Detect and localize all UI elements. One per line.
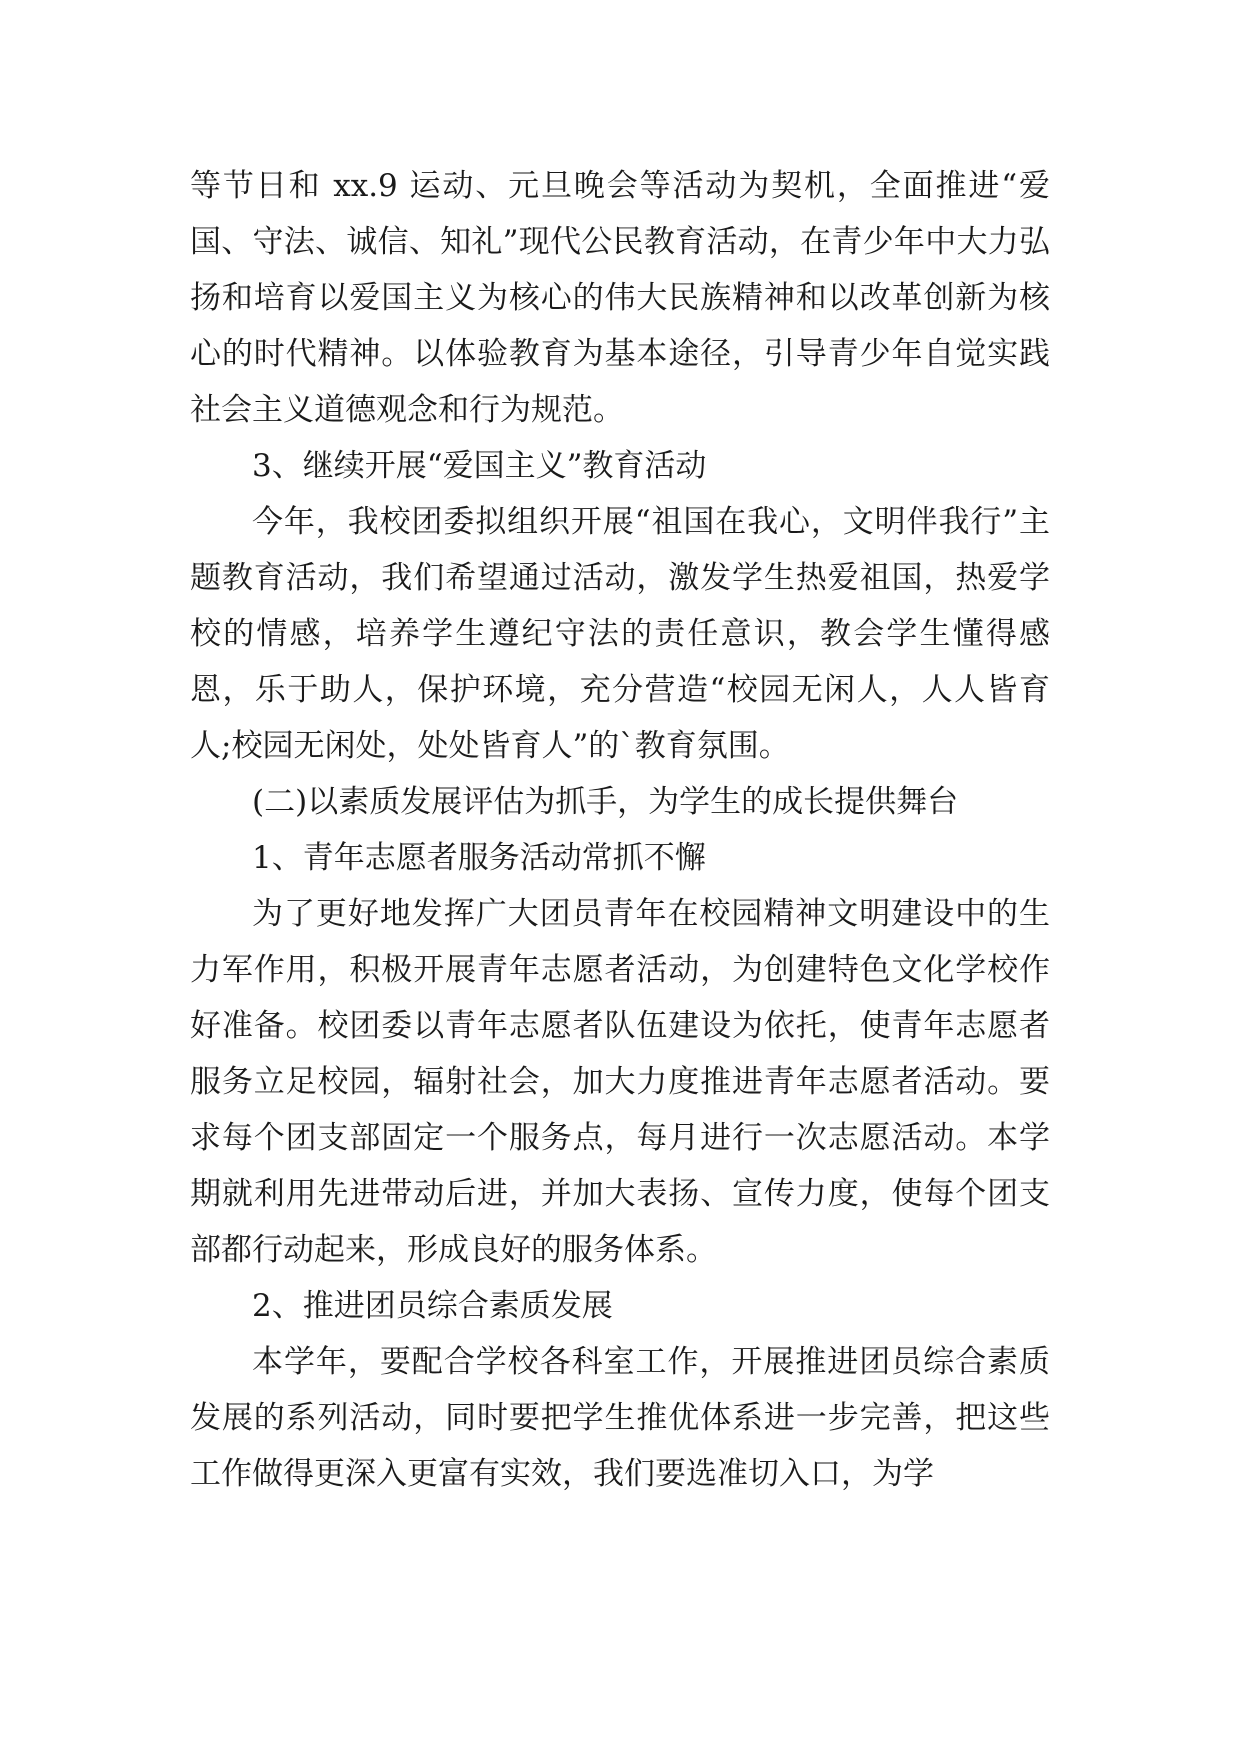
heading-patriotism-education: 3、继续开展“爱国主义”教育活动 (252, 448, 707, 484)
paragraph-patriotism-activity: 今年，我校团委拟组织开展“祖国在我心，文明伴我行”主题教育活动，我们希望通过活动，激发学生热爱祖国，热爱学校的情感，培养学生遵纪守法的责任意识，教会学生懂得感恩，乐于助人，保护环境，充分营造“校园无闲人，人人皆育人;校园无闲处，处处皆育人”的`教育氛围。 (190, 504, 1050, 764)
paragraph-member-development: 本学年，要配合学校各科室工作，开展推进团员综合素质发展的系列活动，同时要把学生推优体系进一步完善，把这些工作做得更深入更富有实效，我们要选准切入口，为学 (190, 1344, 1050, 1492)
paragraph-volunteer-service: 为了更好地发挥广大团员青年在校园精神文明建设中的生力军作用，积极开展青年志愿者活动，为创建特色文化学校作好准备。校团委以青年志愿者队伍建设为依托，使青年志愿者服务立足校园，辐射社会，加大力度推进青年志愿者活动。要求每个团支部固定一个服务点，每月进行一次志愿活动。本学期就利用先进带动后进，并加大表扬、宣传力度，使每个团支部都行动起来，形成良好的服务体系。 (190, 896, 1050, 1268)
paragraph-continuation: 等节日和 xx.9 运动、元旦晚会等活动为契机，全面推进“爱国、守法、诚信、知礼”现代公民教育活动，在青少年中大力弘扬和培育以爱国主义为核心的伟大民族精神和以改革创新为核心的时代精神。以体验教育为基本途径，引导青少年自觉实践社会主义道德观念和行为规范。 (190, 168, 1050, 428)
heading-volunteer-service: 1、青年志愿者服务活动常抓不懈 (252, 840, 706, 876)
heading-member-development: 2、推进团员综合素质发展 (252, 1288, 613, 1324)
document-body (190, 158, 1050, 1502)
heading-section-two: (二)以素质发展评估为抓手，为学生的成长提供舞台 (252, 784, 959, 820)
